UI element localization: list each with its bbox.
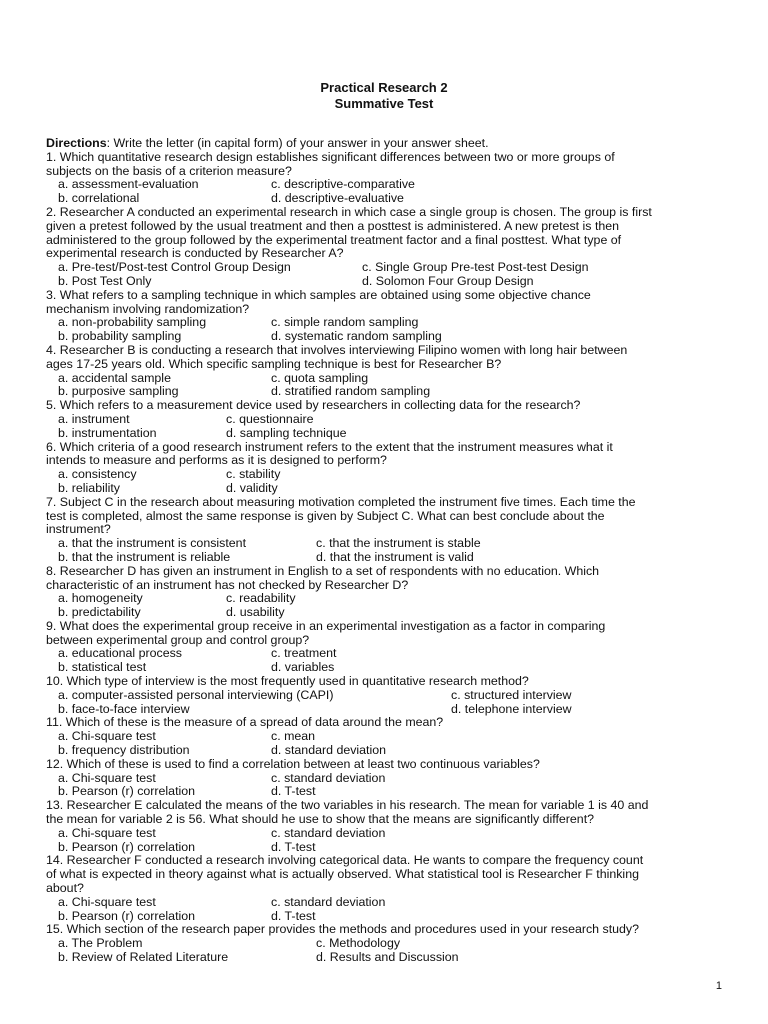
option-row <box>46 592 736 606</box>
answer-option: b. that the instrument is reliable <box>58 549 231 564</box>
question-text-line: test is completed, almost the same response is given by Subject C. What can best conclude about the <box>46 508 605 523</box>
option-row <box>46 951 736 965</box>
answer-option: d. descriptive-evaluative <box>271 191 404 206</box>
question-text-line: between experimental group and control group? <box>46 632 310 647</box>
answer-option: d. T-test <box>271 908 316 923</box>
answer-option: a. non-probability sampling <box>58 315 207 330</box>
question-text-line: subjects on the basis of a criterion measure? <box>46 163 292 178</box>
question-text-line: 14. Researcher F conducted a research involving categorical data. He wants to compare the frequency count <box>46 853 644 868</box>
answer-option: a. Chi-square test <box>58 729 156 744</box>
question-text-line: mechanism involving randomization? <box>46 301 250 316</box>
answer-option: d. Results and Discussion <box>316 950 459 965</box>
question-item <box>46 620 736 675</box>
answer-option: b. reliability <box>58 480 120 495</box>
answer-option: b. Pearson (r) correlation <box>58 908 196 923</box>
question-text-line: 12. Which of these is used to find a correlation between at least two continuous variables? <box>46 756 540 771</box>
option-row <box>46 689 736 703</box>
question-list <box>46 151 736 965</box>
question-text-line: experimental research is conducted by Researcher A? <box>46 246 344 261</box>
question-item <box>46 151 736 206</box>
answer-option: c. that the instrument is stable <box>316 536 481 551</box>
question-item <box>46 206 736 289</box>
question-text-line: the mean for variable 2 is 56. What should he use to show that the means are significantly different? <box>46 812 595 827</box>
question-item <box>46 565 736 620</box>
question-text-line: 15. Which section of the research paper provides the methods and procedures used in your research study? <box>46 922 640 937</box>
option-row <box>46 647 736 661</box>
page-number: 1 <box>715 980 722 992</box>
answer-option: c. quota sampling <box>271 370 369 385</box>
answer-option: d. telephone interview <box>451 701 572 716</box>
question-item <box>46 758 736 799</box>
answer-option: b. Pearson (r) correlation <box>58 784 196 799</box>
answer-option: a. homogeneity <box>58 591 143 606</box>
answer-option: d. validity <box>226 480 278 495</box>
answer-option: a. Chi-square test <box>58 825 156 840</box>
option-row <box>46 468 736 482</box>
document-title-block <box>0 80 768 112</box>
question-text-line: 9. What does the experimental group receive in an experimental investigation as a factor in comparing <box>46 618 606 633</box>
option-row <box>46 937 736 951</box>
answer-option: a. consistency <box>58 467 137 482</box>
option-row <box>46 316 736 330</box>
directions-text: : Write the letter (in capital form) of your answer in your answer sheet. <box>106 136 489 150</box>
answer-option: b. predictability <box>58 605 141 620</box>
question-text-line: 1. Which quantitative research design establishes significant differences between two or more groups of <box>46 149 615 164</box>
answer-option: c. standard deviation <box>271 825 386 840</box>
answer-option: c. mean <box>271 729 316 744</box>
option-row <box>46 385 736 399</box>
answer-option: a. accidental sample <box>58 370 171 385</box>
option-row <box>46 261 736 275</box>
option-row <box>46 330 736 344</box>
question-text-line: 2. Researcher A conducted an experimental research in which case a single group is chosen. The group is first <box>46 204 652 219</box>
answer-option: d. that the instrument is valid <box>316 549 474 564</box>
answer-option: d. T-test <box>271 784 316 799</box>
question-item <box>46 496 736 565</box>
question-item <box>46 399 736 440</box>
option-row <box>46 827 736 841</box>
option-row <box>46 372 736 386</box>
answer-option: d. T-test <box>271 839 316 854</box>
question-text-line: 3. What refers to a sampling technique in which samples are obtained using some objective chance <box>46 287 591 302</box>
question-text-line: 7. Subject C in the research about measuring motivation completed the instrument five times. Each time the <box>46 494 636 509</box>
question-item <box>46 799 736 854</box>
question-item <box>46 675 736 716</box>
answer-option: d. usability <box>226 605 285 620</box>
question-text-line: about? <box>46 881 84 896</box>
answer-option: c. standard deviation <box>271 770 386 785</box>
directions <box>46 137 736 151</box>
test-content <box>46 137 736 965</box>
option-row <box>46 275 736 289</box>
question-text-line: 13. Researcher E calculated the means of the two variables in his research. The mean for variable 1 is 40 and <box>46 798 649 813</box>
option-row <box>46 910 736 924</box>
answer-option: b. Review of Related Literature <box>58 950 229 965</box>
question-text-line: administered to the group followed by the experimental treatment factor and a final posttest. What type of <box>46 232 622 247</box>
question-text-line: instrument? <box>46 522 111 537</box>
answer-option: a. assessment-evaluation <box>58 177 199 192</box>
answer-option: b. frequency distribution <box>58 743 190 758</box>
answer-option: a. Pre-test/Post-test Control Group Design <box>58 260 291 275</box>
option-row <box>46 537 736 551</box>
answer-option: b. probability sampling <box>58 329 182 344</box>
option-row <box>46 896 736 910</box>
question-text-line: 4. Researcher B is conducting a research that involves interviewing Filipino women with long hair between <box>46 342 628 357</box>
question-text-line: given a pretest followed by the usual treatment and then a posttest is administered. A new pretest is then <box>46 218 620 233</box>
option-row <box>46 785 736 799</box>
option-row <box>46 661 736 675</box>
question-text-line: 8. Researcher D has given an instrument in English to a set of respondents with no education. Which <box>46 563 600 578</box>
answer-option: d. sampling technique <box>226 425 347 440</box>
question-text-line: 11. Which of these is the measure of a spread of data around the mean? <box>46 715 444 730</box>
answer-option: a. Chi-square test <box>58 894 156 909</box>
answer-option: a. instrument <box>58 411 130 426</box>
answer-option: b. purposive sampling <box>58 384 179 399</box>
answer-option: c. treatment <box>271 646 337 661</box>
question-text-line: 5. Which refers to a measurement device used by researchers in collecting data for the research? <box>46 398 581 413</box>
answer-option: a. that the instrument is consistent <box>58 536 247 551</box>
answer-option: c. stability <box>226 467 281 482</box>
answer-option: c. standard deviation <box>271 894 386 909</box>
answer-option: b. Pearson (r) correlation <box>58 839 196 854</box>
document-subtitle: Summative Test <box>334 96 434 111</box>
option-row <box>46 482 736 496</box>
answer-option: d. systematic random sampling <box>271 329 442 344</box>
option-row <box>46 730 736 744</box>
answer-option: c. simple random sampling <box>271 315 419 330</box>
option-row <box>46 413 736 427</box>
option-row <box>46 427 736 441</box>
question-text-line: 10. Which type of interview is the most frequently used in quantitative research method? <box>46 674 529 689</box>
option-row <box>46 841 736 855</box>
option-row <box>46 744 736 758</box>
question-text-line: characteristic of an instrument has not checked by Researcher D? <box>46 577 409 592</box>
question-text-line: 6. Which criteria of a good research instrument refers to the extent that the instrument measures what it <box>46 439 613 454</box>
document-title: Practical Research 2 <box>320 80 448 95</box>
answer-option: a. computer-assisted personal interviewing (CAPI) <box>58 687 334 702</box>
question-text-line: of what is expected in theory against what is actually observed. What statistical tool is Researcher F thinking <box>46 867 639 882</box>
question-item <box>46 289 736 344</box>
answer-option: c. readability <box>226 591 296 606</box>
answer-option: a. Chi-square test <box>58 770 156 785</box>
answer-option: c. Methodology <box>316 936 401 951</box>
answer-option: d. stratified random sampling <box>271 384 431 399</box>
question-item <box>46 441 736 496</box>
option-row <box>46 606 736 620</box>
option-row <box>46 772 736 786</box>
directions-label: Directions <box>46 136 107 150</box>
option-row <box>46 551 736 565</box>
option-row <box>46 703 736 717</box>
answer-option: c. descriptive-comparative <box>271 177 415 192</box>
answer-option: d. Solomon Four Group Design <box>362 273 534 288</box>
option-row <box>46 192 736 206</box>
answer-option: b. face-to-face interview <box>58 701 190 716</box>
question-item <box>46 344 736 399</box>
answer-option: b. correlational <box>58 191 140 206</box>
answer-option: c. structured interview <box>451 687 572 702</box>
answer-option: d. standard deviation <box>271 743 387 758</box>
answer-option: b. instrumentation <box>58 425 157 440</box>
answer-option: a. The Problem <box>58 936 143 951</box>
question-text-line: ages 17-25 years old. Which specific sampling technique is best for Researcher B? <box>46 356 502 371</box>
answer-option: a. educational process <box>58 646 182 661</box>
answer-option: b. Post Test Only <box>58 273 152 288</box>
question-item <box>46 923 736 964</box>
question-item <box>46 716 736 757</box>
option-row <box>46 178 736 192</box>
answer-option: d. variables <box>271 660 335 675</box>
answer-option: b. statistical test <box>58 660 147 675</box>
question-item <box>46 854 736 923</box>
answer-option: c. Single Group Pre-test Post-test Design <box>362 260 589 275</box>
answer-option: c. questionnaire <box>226 411 314 426</box>
question-text-line: intends to measure and performs as it is designed to perform? <box>46 453 387 468</box>
